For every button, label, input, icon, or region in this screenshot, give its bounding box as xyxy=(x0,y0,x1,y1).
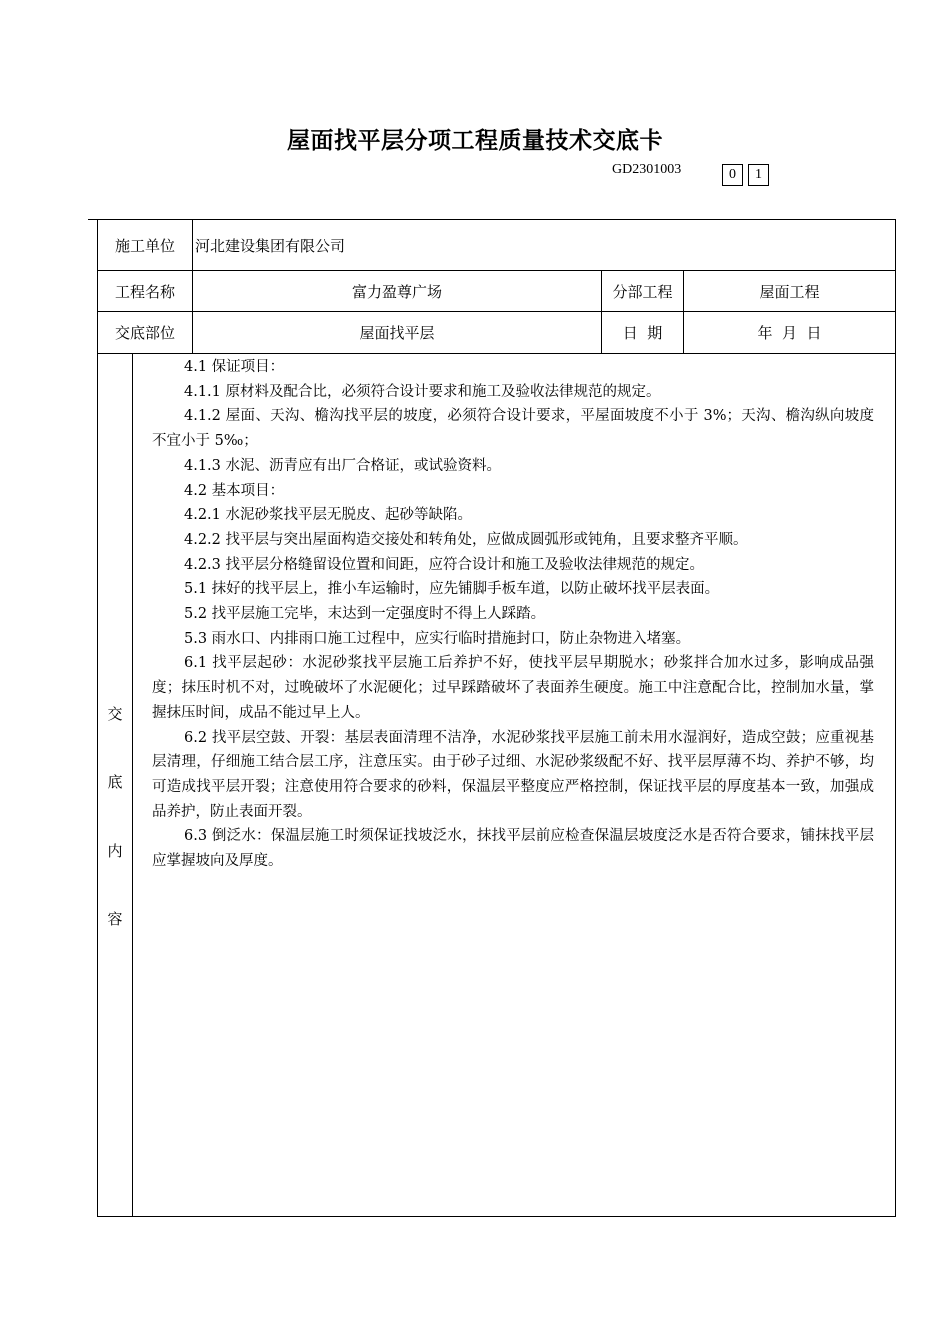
project-name-label: 工程名称 xyxy=(97,270,193,312)
construction-unit-label: 施工单位 xyxy=(97,219,193,271)
date-label: 日 期 xyxy=(601,311,684,354)
content-paragraph: 5.3 雨水口、内排雨口施工过程中，应实行临时措施封口，防止杂物进入堵塞。 xyxy=(184,630,691,647)
content-paragraph: 6.1 找平层起砂：水泥砂浆找平层施工后养护不好，使找平层早期脱水；砂浆拌合加水过多，影响成品强度；抹压时机不对，过晚破坏了水泥硬化；过早踩踏破坏了表面养生硬度。施工中注意配合比，控制加水量，掌握抹压时间，成品不能过早上人。 xyxy=(152,655,874,721)
content-label-char: 底 xyxy=(107,773,123,791)
page-title: 屋面找平层分项工程质量技术交底卡 xyxy=(287,127,663,154)
content-label-char: 容 xyxy=(107,910,123,928)
project-name-value: 富力盈尊广场 xyxy=(192,270,602,312)
handover-part-label: 交底部位 xyxy=(97,311,193,354)
content-paragraph: 4.1.2 屋面、天沟、檐沟找平层的坡度，必须符合设计要求，平屋面坡度不小于 3%；天沟、檐沟纵向坡度不宜小于 5‰； xyxy=(152,408,874,450)
content-paragraph: 4.2.2 找平层与突出屋面构造交接处和转角处，应做成圆弧形或钝角，且要求整齐平顺。 xyxy=(184,531,748,548)
content-paragraph: 4.1.1 原材料及配合比，必须符合设计要求和施工及验收法律规范的规定。 xyxy=(184,383,661,400)
content-label-char: 内 xyxy=(107,842,123,860)
handover-part-value: 屋面找平层 xyxy=(192,311,602,354)
serial-box-1: 0 xyxy=(722,164,743,186)
content-paragraph: 4.2.1 水泥砂浆找平层无脱皮、起砂等缺陷。 xyxy=(184,507,473,524)
content-paragraph: 4.1.3 水泥、沥青应有出厂合格证，或试验资料。 xyxy=(184,457,502,474)
construction-unit-value: 河北建设集团有限公司 xyxy=(192,219,896,271)
document-code: GD2301003 xyxy=(612,162,682,177)
content-paragraph: 4.1 保证项目： xyxy=(184,359,285,375)
content-label-char: 交 xyxy=(107,705,123,723)
content-paragraph: 6.3 倒泛水：保温层施工时须保证找坡泛水，抹找平层前应检查保温层坡度泛水是否符合要求，铺抹找平层应掌握坡向及厚度。 xyxy=(152,828,874,870)
serial-box-2: 1 xyxy=(748,164,769,186)
sub-project-label: 分部工程 xyxy=(601,270,684,312)
content-paragraph: 5.2 找平层施工完毕，末达到一定强度时不得上人踩踏。 xyxy=(184,606,546,623)
content-paragraph: 4.2 基本项目： xyxy=(184,482,285,499)
sub-project-value: 屋面工程 xyxy=(683,270,896,312)
handover-content xyxy=(152,355,874,874)
date-value: 年 月 日 xyxy=(683,311,896,354)
content-paragraph: 4.2.3 找平层分格缝留设位置和间距，应符合设计和施工及验收法律规范的规定。 xyxy=(184,556,705,573)
content-paragraph: 5.1 抹好的找平层上，推小车运输时，应先铺脚手板车道，以防止破坏找平层表面。 xyxy=(184,581,720,598)
content-paragraph: 6.2 找平层空鼓、开裂：基层表面清理不洁净，水泥砂浆找平层施工前未用水湿润好，造成空鼓；应重视基层清理，仔细施工结合层工序，注意压实。由于砂子过细、水泥砂浆级配不好、找平层厚薄不均、养护不够，均可造成找平层开裂；注意使用符合要求的砂料，保温层平整度应严格控制，保证找平层的厚度基本一致，加强成品养护，防止表面开裂。 xyxy=(152,729,874,820)
